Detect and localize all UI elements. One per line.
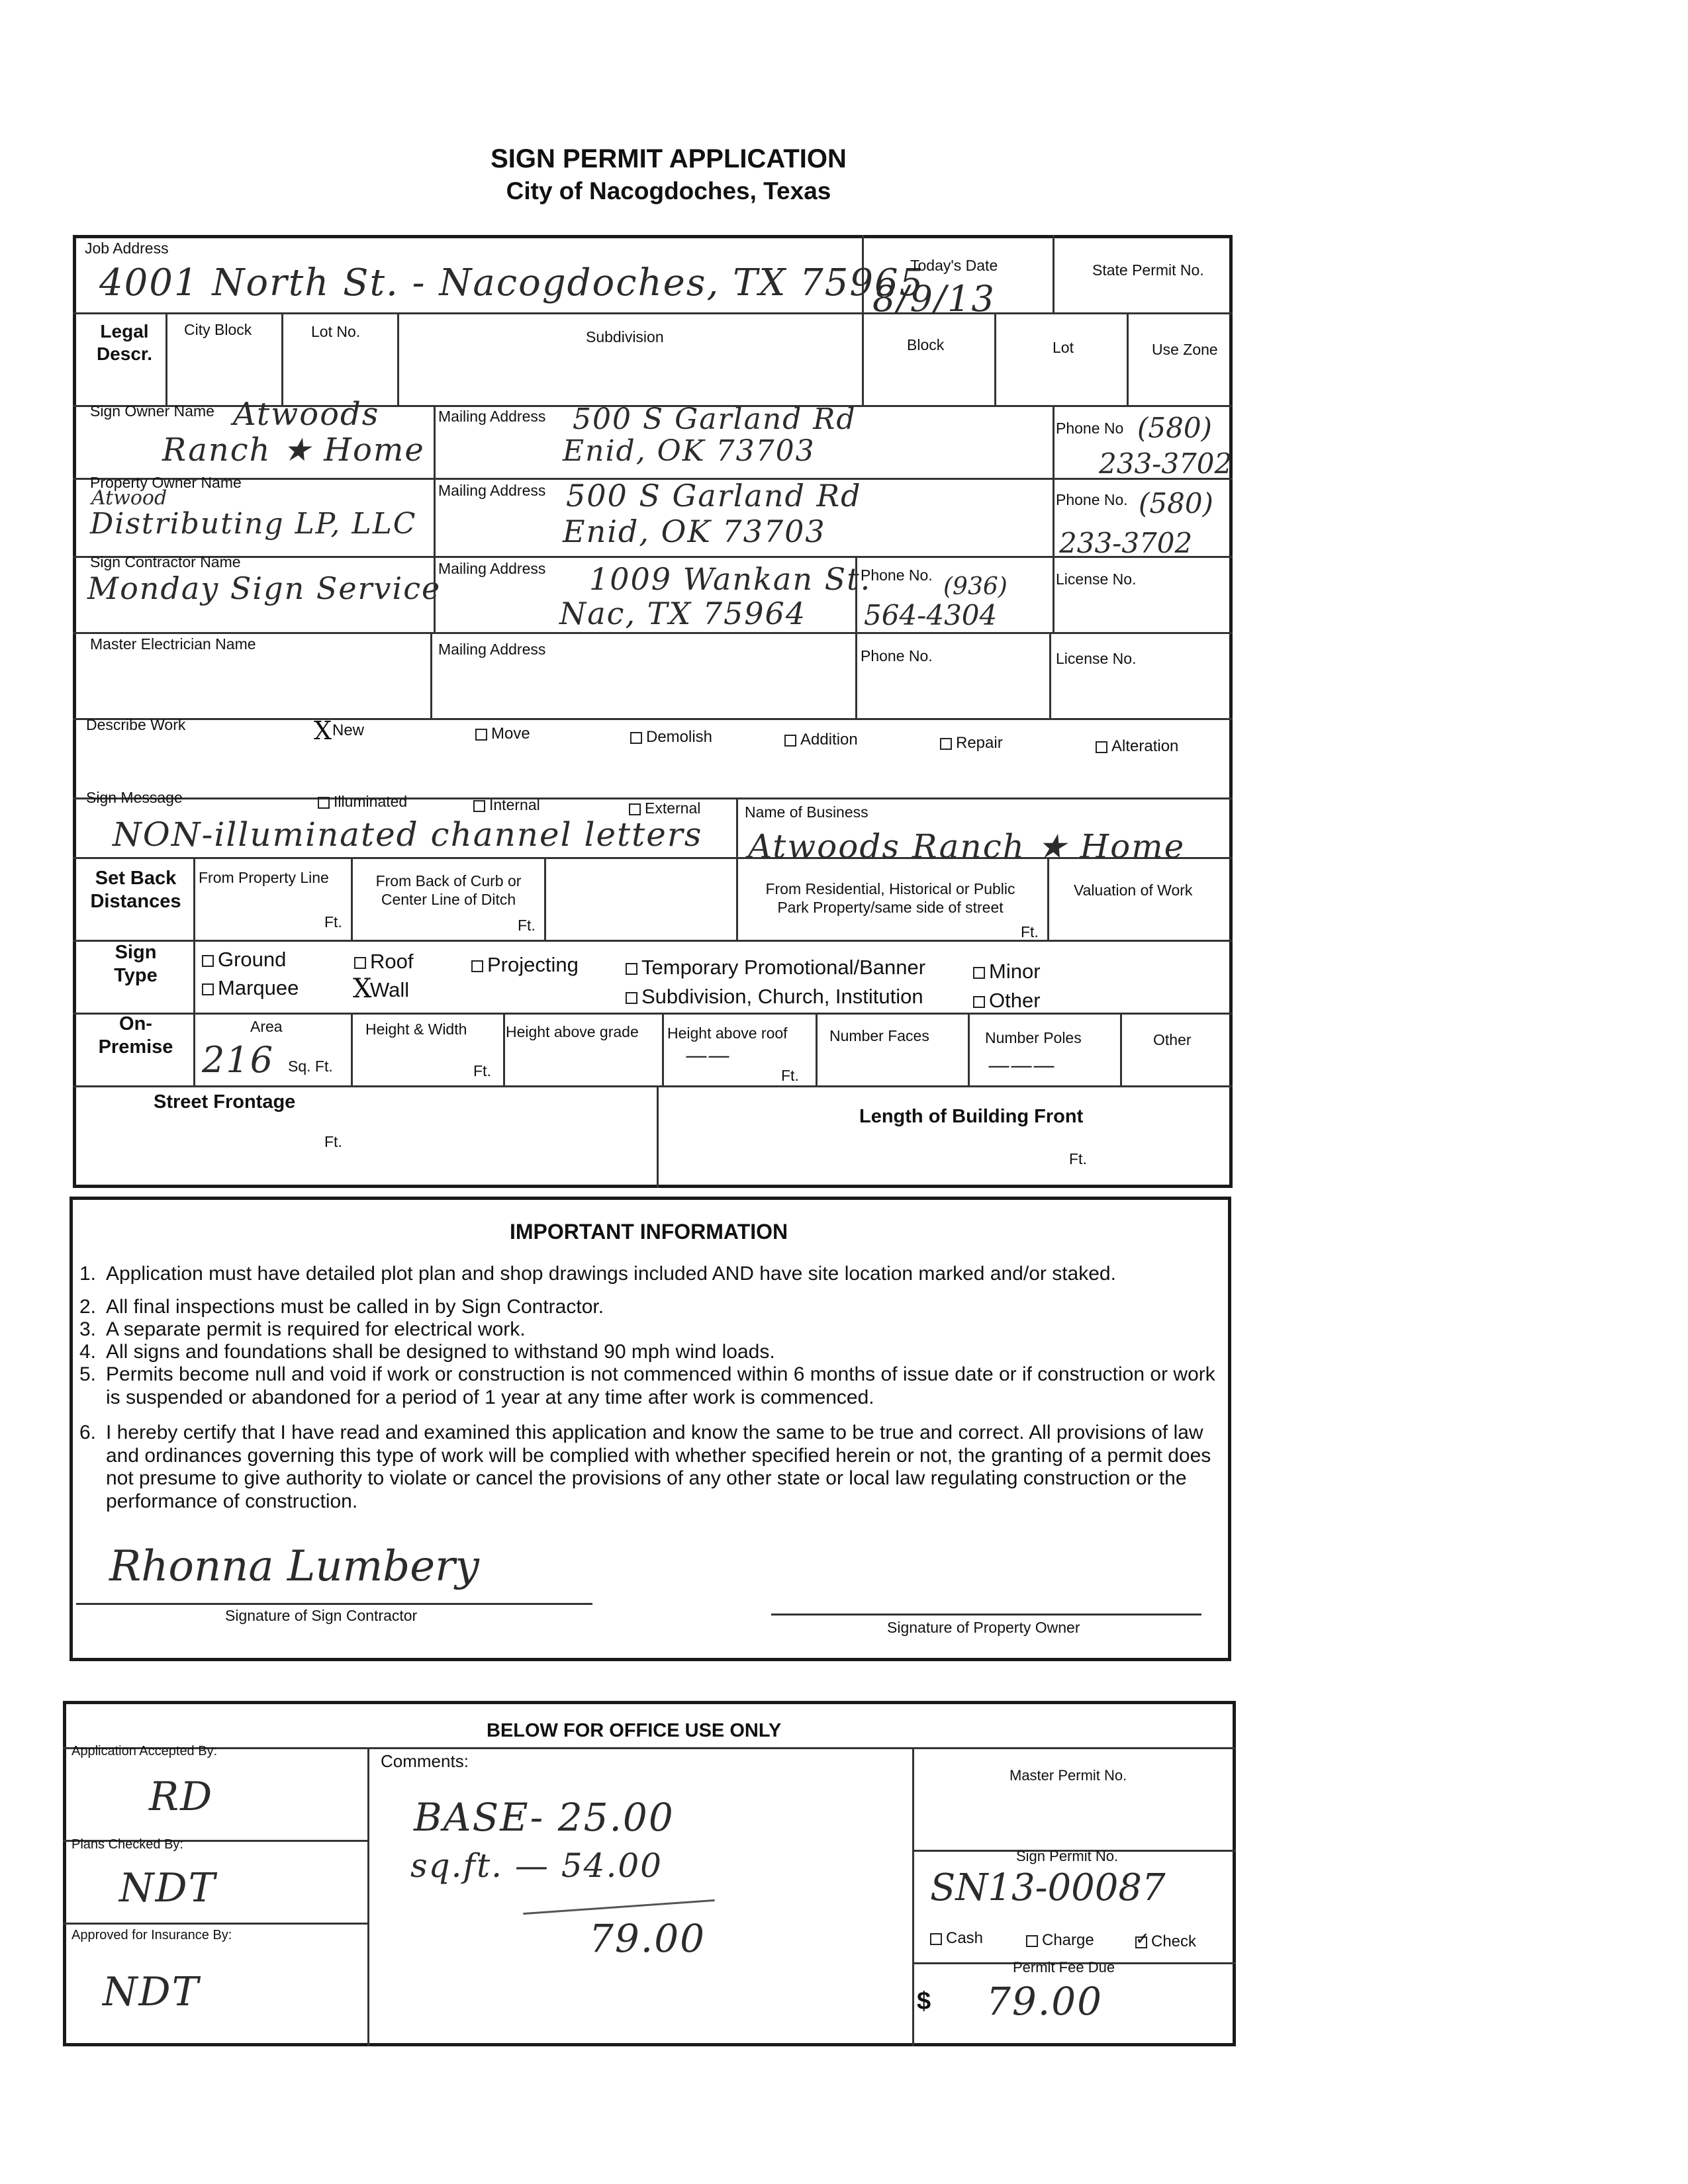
contractor-value[interactable]: Monday Sign Service [87,570,442,606]
sign-message-label: Sign Message [86,789,183,806]
property-owner-label: Property Owner Name [90,474,242,491]
type-minor-checkbox[interactable]: Minor [973,960,1041,983]
lot-no-label: Lot No. [311,323,361,340]
business-name-value[interactable]: Atwoods Ranch ★ Home [748,827,1186,866]
plans-checked-label: Plans Checked By: [71,1837,183,1852]
block-label: Block [907,336,945,353]
sq-ft-label: Sq. Ft. [288,1058,333,1075]
number-faces-label: Number Faces [829,1027,929,1044]
todays-date-value[interactable]: 8/9/13 [872,278,996,320]
todays-date-label: Today's Date [910,257,998,274]
residential-ft: Ft. [1021,923,1039,940]
owner-mailing-2[interactable]: Enid, OK 73703 [563,434,816,468]
comments-label: Comments: [381,1751,469,1771]
owner-mailing-1[interactable]: 500 S Garland Rd [573,402,857,436]
work-alteration-checkbox[interactable]: Alteration [1096,737,1178,756]
property-mailing-1[interactable]: 500 S Garland Rd [566,478,862,514]
from-property-line-label: From Property Line [199,869,329,886]
owner-phone-2[interactable]: 233-3702 [1099,447,1233,480]
street-frontage-label: Street Frontage [154,1091,296,1113]
insurance-label: Approved for Insurance By: [71,1928,232,1942]
sign-type-label: Sign Type [114,942,158,986]
item-number: 6. [79,1422,97,1443]
contractor-label: Sign Contractor Name [90,553,241,570]
charge-checkbox[interactable]: Charge [1026,1931,1094,1950]
sign-permit-value[interactable]: SN13-00087 [930,1866,1166,1909]
property-phone-label: Phone No. [1056,491,1128,508]
illuminated-checkbox[interactable]: Illuminated [318,793,407,811]
type-wall-checkbox[interactable]: X Wall [353,973,410,1004]
number-poles-value[interactable]: ——— [988,1052,1055,1079]
owner-signature-label: Signature of Property Owner [887,1619,1080,1636]
sign-owner-label: Sign Owner Name [90,402,214,420]
page-title: SIGN PERMIT APPLICATION [491,144,847,173]
checked-x-icon: X [314,715,332,745]
electrician-phone-label: Phone No. [861,647,933,664]
owner-phone-1[interactable]: (580) [1137,412,1212,444]
height-roof-ft: Ft. [781,1067,799,1084]
lot-label: Lot [1053,339,1074,356]
external-checkbox[interactable]: External [629,799,700,817]
item-number: 4. [79,1341,97,1363]
contractor-mailing-label: Mailing Address [438,560,546,577]
work-move-checkbox[interactable]: Move [475,725,530,743]
insurance-value[interactable]: NDT [103,1969,200,2015]
item-number: 2. [79,1296,97,1318]
business-name-label: Name of Business [745,803,868,821]
legal-descr-label: Legal Descr. [96,321,153,364]
height-roof-label: Height above roof [667,1024,788,1042]
describe-work-label: Describe Work [86,716,186,733]
type-roof-checkbox[interactable]: Roof [354,950,413,974]
check-checkbox[interactable]: ✓ Check [1135,1928,1197,1950]
setback-label: Set Back Distances [90,868,181,912]
sign-owner-value-1[interactable]: Atwoods [233,396,380,433]
height-grade-label: Height above grade [506,1023,639,1040]
plans-checked-value[interactable]: NDT [119,1865,216,1911]
area-value[interactable]: 216 [202,1039,275,1081]
info-item: 5. Permits become null and void if work or construction is not commenced within 6 months of issue date or if construction or work is suspended or abandoned for a period of 1 year at any time after work is commenced. [79,1363,1215,1408]
use-zone-label: Use Zone [1152,341,1218,358]
info-item: 2. All final inspections must be called in by Sign Contractor. [79,1296,604,1318]
work-addition-checkbox[interactable]: Addition [784,731,858,749]
contractor-mailing-2[interactable]: Nac, TX 75964 [559,596,807,631]
subdivision-label: Subdivision [586,328,664,345]
job-address-label: Job Address [85,240,169,257]
city-block-label: City Block [184,321,252,338]
checkmark-icon: ✓ [1135,1928,1150,1948]
building-front-label: Length of Building Front [859,1106,1084,1127]
height-width-label: Height & Width [365,1021,467,1038]
from-curb-label: From Back of Curb or Center Line of Ditch [375,872,522,908]
accepted-by-value[interactable]: RD [149,1774,214,1820]
property-phone-2[interactable]: 233-3702 [1059,527,1193,559]
fee-due-label: Permit Fee Due [1013,1959,1115,1976]
master-permit-label: Master Permit No. [1009,1767,1127,1784]
type-ground-checkbox[interactable]: Ground [202,948,286,972]
info-item: 1. Application must have detailed plot plan and shop drawings included AND have site location marked and/or staked. [79,1263,1116,1285]
info-item: 3. A separate permit is required for electrical work. [79,1318,526,1340]
contractor-signature[interactable]: Rhonna Lumbery [109,1542,479,1591]
electrician-mailing-label: Mailing Address [438,641,546,658]
sign-permit-label: Sign Permit No. [1016,1848,1119,1864]
contractor-license-label: License No. [1056,570,1137,588]
owner-phone-label: Phone No [1056,420,1124,437]
curb-ft: Ft. [518,917,536,934]
property-owner-value-2[interactable]: Distributing LP, LLC [90,507,417,541]
internal-checkbox[interactable]: Internal [473,796,540,814]
comment-total[interactable]: 79.00 [589,1916,706,1961]
street-frontage-ft: Ft. [324,1133,342,1150]
type-temporary-checkbox[interactable]: Temporary Promotional/Banner [626,956,925,979]
sign-owner-value-2[interactable]: Ranch ★ Home [162,432,425,469]
cash-checkbox[interactable]: Cash [930,1929,983,1948]
type-subdivision-checkbox[interactable]: Subdivision, Church, Institution [626,985,923,1009]
electrician-label: Master Electrician Name [90,635,256,653]
building-front-ft: Ft. [1069,1150,1087,1167]
contractor-signature-label: Signature of Sign Contractor [225,1607,418,1624]
type-projecting-checkbox[interactable]: Projecting [471,953,579,977]
area-label: Area [250,1018,283,1035]
property-mailing-label: Mailing Address [438,482,546,499]
property-line-ft: Ft. [324,913,342,931]
sign-message-value[interactable]: NON-illuminated channel letters [113,815,703,854]
type-other-checkbox[interactable]: Other [973,989,1041,1013]
checked-x-icon: X [353,973,372,1004]
comment-line-2[interactable]: sq.ft. — 54.00 [410,1846,663,1885]
work-repair-checkbox[interactable]: Repair [940,734,1003,752]
contractor-phone-label: Phone No. [861,567,933,584]
info-item: 6. I hereby certify that I have read and examined this application and know the same to be true and correct. All provisions of law and ordinances governing this type of work will be complied with whether specified herein or not, the granting of a permit does not presume to give authority to violate or cancel the provisions of any other state or local law regulating construction or the performance of construction. [79,1422,1211,1512]
property-owner-value-1[interactable]: Atwood [91,486,167,510]
item-number: 5. [79,1363,97,1385]
owner-mailing-label: Mailing Address [438,408,546,425]
other-label: Other [1153,1031,1192,1048]
work-new-checkbox[interactable]: X New [314,715,365,745]
info-item: 4. All signs and foundations shall be designed to withstand 90 mph wind loads. [79,1341,775,1363]
height-roof-value[interactable]: —— [685,1042,730,1069]
page-subtitle: City of Nacogdoches, Texas [506,177,831,205]
contractor-mailing-1[interactable]: 1009 Wankan St. [589,561,872,597]
contractor-phone-2[interactable]: 564-4304 [864,599,998,631]
state-permit-label: State Permit No. [1092,261,1204,279]
item-number: 3. [79,1318,97,1340]
from-residential-label: From Residential, Historical or Public Park Property/same side of street [765,880,1015,916]
office-use-heading: BELOW FOR OFFICE USE ONLY [487,1720,782,1741]
accepted-by-label: Application Accepted By: [71,1744,218,1758]
height-width-ft: Ft. [473,1062,491,1079]
on-premise-label: On-Premise [98,1013,173,1058]
contractor-phone-1[interactable]: (936) [943,573,1008,600]
type-marquee-checkbox[interactable]: Marquee [202,976,299,1000]
fee-value[interactable]: 79.00 [986,1979,1103,2024]
property-mailing-2[interactable]: Enid, OK 73703 [563,514,826,549]
electrician-license-label: License No. [1056,650,1137,667]
valuation-label: Valuation of Work [1074,882,1193,899]
number-poles-label: Number Poles [985,1029,1082,1046]
job-address-value[interactable]: 4001 North St. - Nacogdoches, TX 75965 [99,261,925,304]
comment-line-1[interactable]: BASE- 25.00 [414,1795,675,1840]
property-phone-1[interactable]: (580) [1139,487,1213,520]
dollar-sign: $ [917,1987,931,2015]
work-demolish-checkbox[interactable]: Demolish [630,728,712,747]
important-info-heading: IMPORTANT INFORMATION [510,1220,788,1244]
item-number: 1. [79,1263,97,1285]
